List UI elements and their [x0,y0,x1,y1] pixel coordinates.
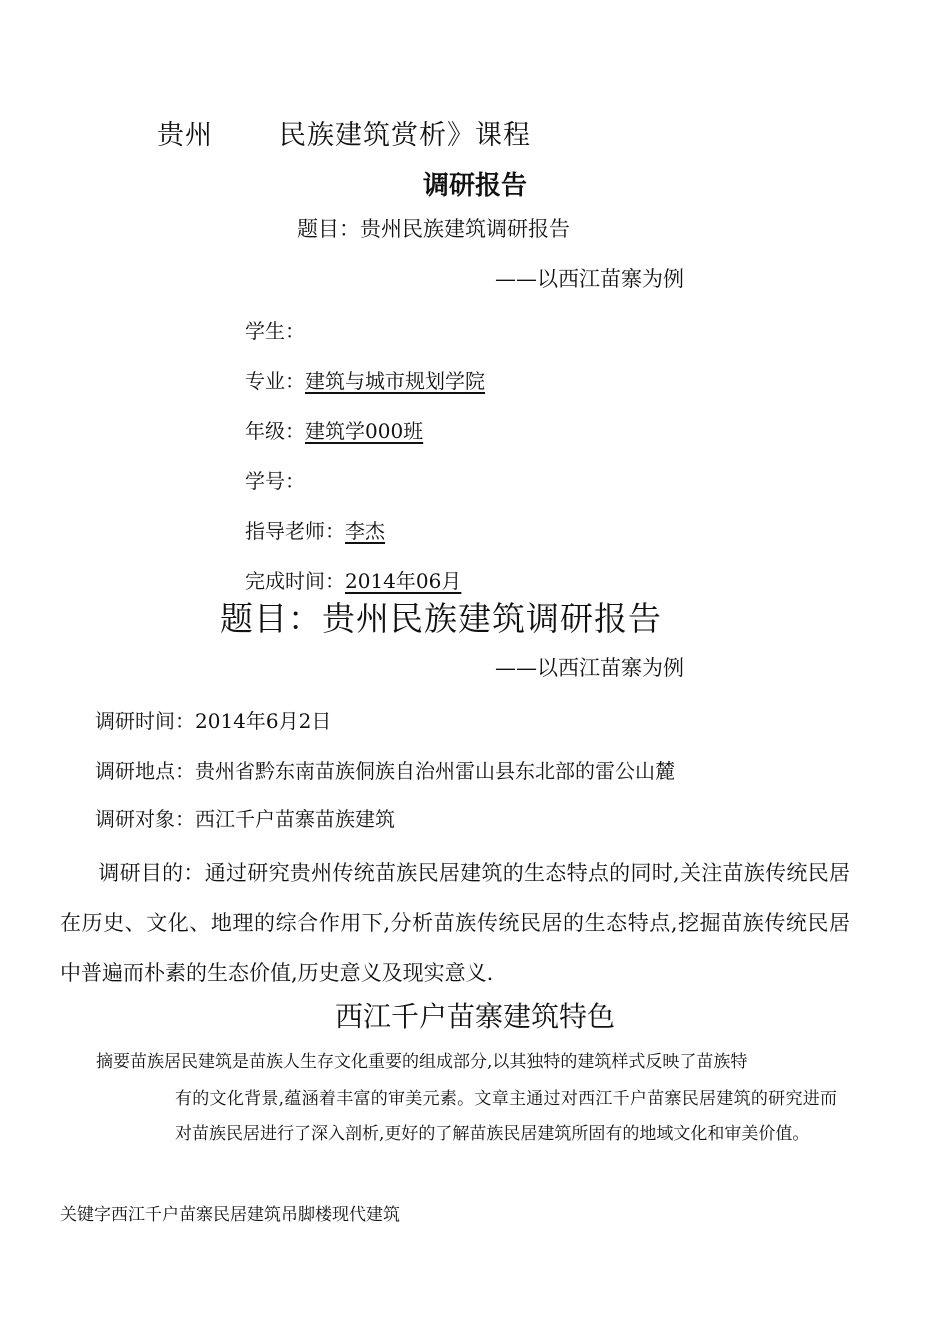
survey-time-label: 调研时间： [95,709,195,733]
survey-place-label: 调研地点： [95,759,195,783]
survey-object-label: 调研对象： [95,807,195,831]
survey-purpose-text: 调研目的：通过研究贵州传统苗族民居建筑的生态特点的同时,关注苗族传统民居在历史、文化、地理的综合作用下,分析苗族传统民居的生态特点,挖掘苗族传统民居中普遍而朴素的生态价值,历史意义及现实意义. [60,861,850,985]
survey-place [95,755,675,784]
survey-time-value: 2014年6月2日 [195,709,332,733]
keywords: 关键字西江千户苗寨民居建筑吊脚楼现代建筑 [60,1205,400,1225]
cover-case: ——以西江苗寨为例 [495,267,684,291]
major-label: 专业： [245,369,305,393]
student-label: 学生： [245,319,305,343]
major-value: 建筑与城市规划学院 [305,369,485,393]
student-id-field [245,465,305,494]
main-case: ——以西江苗寨为例 [495,656,684,680]
report-label: 调研报告 [422,171,527,201]
advisor-value: 李杰 [345,519,385,543]
course-name: 民族建筑赏析》课程 [279,120,531,151]
grade-value: 建筑学000班 [305,419,424,443]
completion-field [245,565,461,594]
advisor-field [245,515,385,544]
main-title: 题目：贵州民族建筑调研报告 [220,599,662,638]
grade-field [245,415,423,444]
section-title: 西江千户苗寨建筑特色 [334,1000,615,1033]
abstract-body: 有的文化背景,蕴涵着丰富的审美元素。文章主通过对西江千户苗寨民居建筑的研究进而对苗族民居进行了深入剖析,更好的了解苗族民居建筑所固有的地域文化和审美价值。 [175,1089,837,1144]
survey-time [95,705,331,734]
student-field [245,315,305,344]
completion-value: 2014年06月 [345,569,462,593]
survey-object [95,803,395,832]
student-id-label: 学号： [245,469,305,493]
survey-object-value: 西江千户苗寨苗族建筑 [195,807,395,831]
course-prefix: 贵州 [157,120,213,151]
course-title [157,113,531,152]
survey-place-value: 贵州省黔东南苗族侗族自治州雷山县东北部的雷公山麓 [195,759,675,783]
survey-purpose [60,848,850,998]
grade-label: 年级： [245,419,305,443]
completion-label: 完成时间： [245,569,345,593]
major-field [245,365,485,394]
advisor-label: 指导老师： [245,519,345,543]
abstract-first-line: 摘要苗族居民建筑是苗族人生存文化重要的组成部分,以其独特的建筑样式反映了苗族特 [96,1052,748,1072]
cover-topic: 题目：贵州民族建筑调研报告 [297,217,570,241]
